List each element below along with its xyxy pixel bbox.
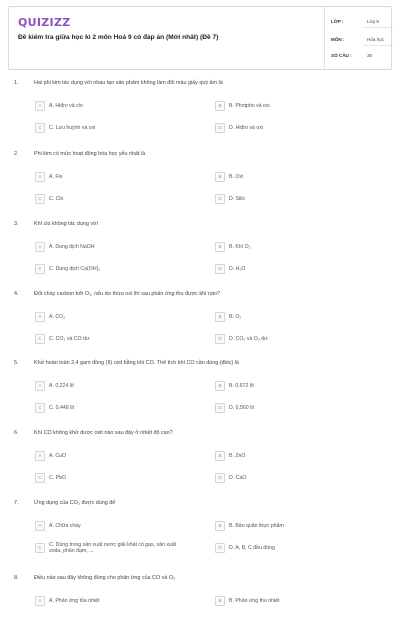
option-a[interactable] — [35, 100, 185, 112]
option-c[interactable] — [35, 333, 185, 345]
option-b[interactable] — [215, 380, 365, 392]
option-text: C. CO₂ và CO dư — [49, 336, 90, 342]
option-text: D. Silic — [229, 196, 246, 202]
option-text: A. Hiđro và clo — [49, 103, 83, 109]
question-number: 6. — [14, 430, 19, 436]
question-text: Ứng dụng của CO₂ được dùng để — [34, 500, 116, 506]
question-4 — [0, 291, 400, 351]
meta-grade-value: Lớp 9 — [367, 19, 379, 24]
option-text: A. CuO — [49, 453, 67, 459]
option-a[interactable] — [35, 595, 185, 607]
option-c[interactable] — [35, 193, 185, 205]
option-letter: D — [215, 543, 225, 553]
option-b[interactable] — [215, 595, 365, 607]
option-b[interactable] — [215, 241, 365, 253]
option-text: C. Dùng trong sản xuất nước giải khát có gas, sản xuất soda, phân đạm, ... — [49, 542, 177, 555]
meta-subject-label: MÔN : — [331, 37, 345, 42]
option-letter: A — [35, 521, 45, 531]
question-number: 1. — [14, 80, 19, 86]
option-text: A. Chữa cháy — [49, 523, 81, 529]
option-d[interactable] — [215, 472, 365, 484]
option-letter: C — [35, 403, 45, 413]
option-text: D. CO₂ và O₂ dư — [229, 336, 268, 342]
option-text: C. Clo — [49, 196, 64, 202]
option-letter: C — [35, 473, 45, 483]
option-a[interactable] — [35, 241, 185, 253]
option-a[interactable] — [35, 171, 185, 183]
option-letter: A — [35, 172, 45, 182]
option-text: A. CO₂ — [49, 314, 66, 320]
option-d[interactable] — [215, 263, 365, 275]
option-text: D. Hiđro và oxi — [229, 125, 264, 131]
option-letter: A — [35, 101, 45, 111]
option-letter: B — [215, 451, 225, 461]
question-5 — [0, 360, 400, 420]
worksheet-title: Đề kiểm tra giữa học kì 2 môn Hoá 9 có đáp án (Mới nhất) (Đề 7) — [18, 34, 219, 41]
option-letter: D — [215, 123, 225, 133]
quizizz-logo[interactable]: QUIZIZZ — [18, 16, 71, 29]
option-text: C. Lưu huỳnh và oxi — [49, 125, 96, 131]
option-text: A. Phản ứng tỏa nhiệt — [49, 598, 100, 604]
option-letter: B — [215, 172, 225, 182]
option-c[interactable] — [35, 402, 185, 414]
meta-question-count-label: SỐ CÂU : — [331, 53, 352, 58]
meta-subject-value: Hóa học — [367, 37, 385, 42]
option-letter: A — [35, 381, 45, 391]
option-text: D. 0,560 lít — [229, 405, 255, 411]
option-letter: A — [35, 451, 45, 461]
option-text: C. PbO — [49, 475, 67, 481]
option-letter: C — [35, 123, 45, 133]
question-text: Điều nào sau đây không đúng cho phản ứng của CO và O₂ — [34, 575, 176, 581]
option-text: D. A, B, C đều đúng — [229, 545, 275, 551]
option-b[interactable] — [215, 311, 365, 323]
option-b[interactable] — [215, 171, 365, 183]
option-c[interactable] — [35, 263, 185, 275]
option-text: B. Phản ứng thu nhiệt — [229, 598, 280, 604]
option-d[interactable] — [215, 542, 365, 554]
option-d[interactable] — [215, 193, 365, 205]
option-letter: D — [215, 194, 225, 204]
option-letter: C — [35, 543, 45, 553]
question-text: Đốt cháy cacbon bởi O₂, nếu dư thừa oxi thì sau phản ứng thu được khí nào? — [34, 291, 221, 297]
option-letter: D — [215, 264, 225, 274]
question-text: Khí CO không khử được oxit nào sau đây ở nhiệt độ cao? — [34, 430, 173, 436]
option-text: C. 0,448 lít — [49, 405, 75, 411]
question-text: Khử hoàn toàn 2,4 gam đồng (II) oxit bằng khí CO. Thể tích khí CO cần dùng (đktc) là — [34, 360, 239, 366]
question-3 — [0, 221, 400, 281]
option-letter: D — [215, 334, 225, 344]
option-text: D. H₂O — [229, 266, 246, 272]
option-c[interactable] — [35, 542, 185, 554]
option-letter: A — [35, 596, 45, 606]
question-6 — [0, 430, 400, 490]
option-letter: A — [35, 242, 45, 252]
option-text: A. 0,224 lít — [49, 383, 74, 389]
question-number: 5. — [14, 360, 19, 366]
option-letter: B — [215, 101, 225, 111]
option-letter: B — [215, 242, 225, 252]
option-letter: B — [215, 312, 225, 322]
option-text: A. Dung dịch NaOH — [49, 244, 95, 250]
option-d[interactable] — [215, 402, 365, 414]
option-letter: D — [215, 473, 225, 483]
option-b[interactable] — [215, 100, 365, 112]
option-text: B. O₂ — [229, 314, 242, 320]
option-a[interactable] — [35, 380, 185, 392]
option-letter: C — [35, 334, 45, 344]
question-text: Hai phi kim tác dụng với nhau tạo sản phẩm không làm đổi màu giấy quỳ ẩm là — [34, 80, 223, 86]
option-text: C. Dung dịch Ca(OH)₂ — [49, 266, 101, 272]
option-b[interactable] — [215, 450, 365, 462]
question-text: Khí clo không tác dụng với — [34, 221, 98, 227]
option-a[interactable] — [35, 450, 185, 462]
option-letter: B — [215, 521, 225, 531]
question-2 — [0, 151, 400, 211]
question-number: 2. — [14, 151, 19, 157]
option-letter: B — [215, 381, 225, 391]
option-letter: A — [35, 312, 45, 322]
option-d[interactable] — [215, 333, 365, 345]
meta-question-count-value: 30 — [367, 53, 373, 58]
option-letter: B — [215, 596, 225, 606]
option-letter: D — [215, 403, 225, 413]
option-letter: C — [35, 194, 45, 204]
option-text: A. Flo — [49, 174, 63, 180]
option-b[interactable] — [215, 520, 365, 532]
option-d[interactable] — [215, 122, 365, 134]
option-text: B. 0,672 lít — [229, 383, 254, 389]
question-8 — [0, 575, 400, 635]
option-letter: C — [35, 264, 45, 274]
option-c[interactable] — [35, 472, 185, 484]
question-number: 8. — [14, 575, 19, 581]
option-text: D. CaO — [229, 475, 247, 481]
option-c[interactable] — [35, 122, 185, 134]
option-text: B. Khí O₂ — [229, 244, 251, 250]
question-1 — [0, 80, 400, 140]
meta-grade-label: LỚP : — [331, 19, 344, 24]
question-number: 3. — [14, 221, 19, 227]
option-a[interactable] — [35, 311, 185, 323]
option-text: B. Photpho và oxi — [229, 103, 270, 109]
option-a[interactable] — [35, 520, 185, 532]
option-text: B. Bảo quản thực phẩm — [229, 523, 284, 529]
option-text: B. Oxi — [229, 174, 244, 180]
option-text: B. ZnO — [229, 453, 246, 459]
question-7 — [0, 500, 400, 560]
question-number: 4. — [14, 291, 19, 297]
question-text: Phi kim có mức hoạt động hóa học yếu nhất là — [34, 151, 146, 157]
question-number: 7. — [14, 500, 19, 506]
